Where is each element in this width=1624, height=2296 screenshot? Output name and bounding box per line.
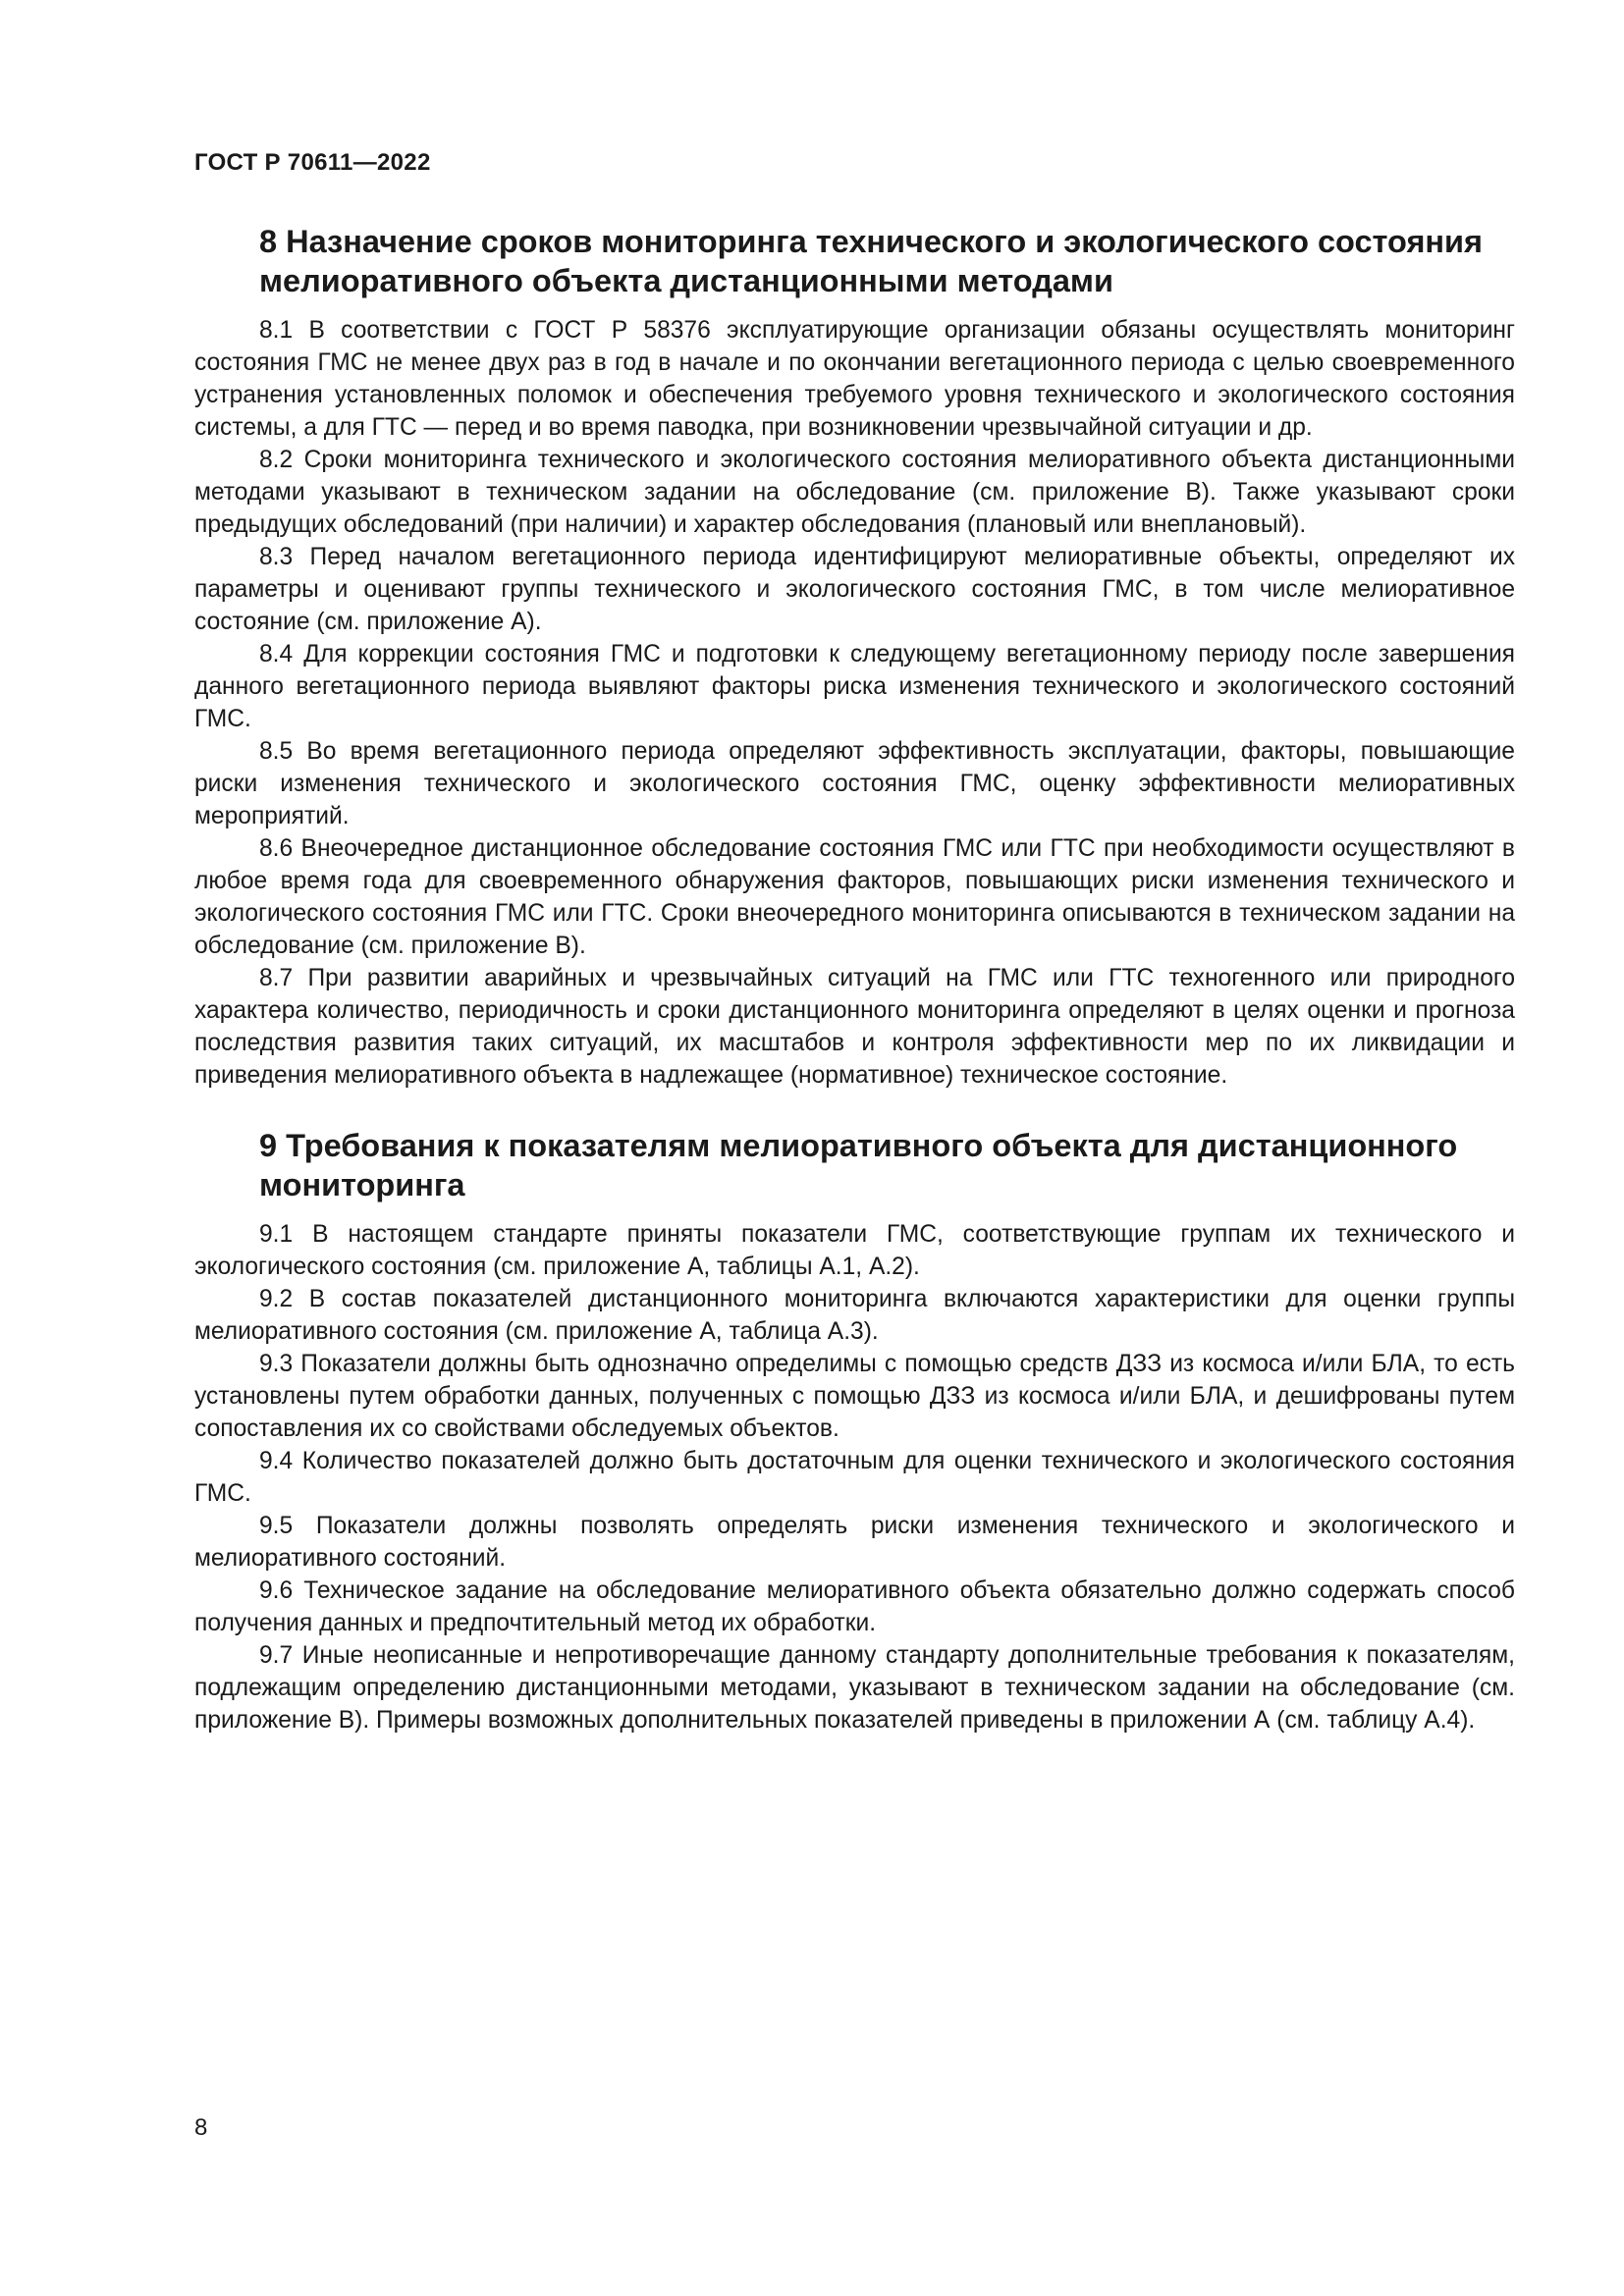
paragraph-8-6: 8.6 Внеочередное дистанционное обследование состояния ГМС или ГТС при необходимости осуществляют в любое время года для своевременного обнаружения факторов, повышающих риски изменения технического и экологического состояния ГМС или ГТС. Сроки внеочередного мониторинга описываются в техническом задании на обследование (см. приложение В).: [194, 835, 1515, 959]
paragraph-9-3: 9.3 Показатели должны быть однозначно определимы с помощью средств ДЗЗ из космоса и/или БЛА, то есть установлены путем обработки данных, полученных с помощью ДЗЗ из космоса и/или БЛА, и дешифрованы путем сопоставления их со свойствами обследуемых объектов.: [194, 1351, 1515, 1442]
section-8: [194, 222, 1515, 1092]
paragraph-8-2: 8.2 Сроки мониторинга технического и экологического состояния мелиоративного объекта дистанционными методами указывают в техническом задании на обследование (см. приложение В). Также указывают сроки предыдущих обследований (при наличии) и характер обследования (плановый или внеплановый).: [194, 447, 1515, 538]
section-8-title: 8 Назначение сроков мониторинга технического и экологического состояния мелиоративного объекта дистанционными методами: [259, 224, 1483, 298]
paragraph-8-4: 8.4 Для коррекции состояния ГМС и подготовки к следующему вегетационному периоду после завершения данного вегетационного периода выявляют факторы риска изменения технического и экологического состояний ГМС.: [194, 641, 1515, 732]
paragraph-9-5: 9.5 Показатели должны позволять определять риски изменения технического и экологического и мелиоративного состояний.: [194, 1513, 1515, 1572]
paragraph-8-1: 8.1 В соответствии с ГОСТ Р 58376 эксплуатирующие организации обязаны осуществлять мониторинг состояния ГМС не менее двух раз в год в начале и по окончании вегетационного периода с целью своевременного устранения установленных поломок и обеспечения требуемого уровня технического и экологического состояния системы, а для ГТС — перед и во время паводка, при возникновении чрезвычайной ситуации и др.: [194, 317, 1515, 441]
paragraph-8-7: 8.7 При развитии аварийных и чрезвычайных ситуаций на ГМС или ГТС техногенного или природного характера количество, периодичность и сроки дистанционного мониторинга определяют в целях оценки и прогноза последствия развития таких ситуаций, их масштабов и контроля эффективности мер по их ликвидации и приведения мелиоративного объекта в надлежащее (нормативное) техническое состояние.: [194, 965, 1515, 1089]
document-body: [194, 222, 1515, 1736]
paragraph-9-2: 9.2 В состав показателей дистанционного мониторинга включаются характеристики для оценки группы мелиоративного состояния (см. приложение А, таблица А.3).: [194, 1286, 1515, 1345]
page-number: 8: [194, 2114, 208, 2141]
paragraph-8-3: 8.3 Перед началом вегетационного периода идентифицируют мелиоративные объекты, определяют их параметры и оценивают группы технического и экологического состояния ГМС, в том числе мелиоративное состояние (см. приложение А).: [194, 544, 1515, 635]
section-9: [194, 1126, 1515, 1736]
document-code-header: ГОСТ Р 70611—2022: [194, 149, 431, 176]
paragraph-9-1: 9.1 В настоящем стандарте приняты показатели ГМС, соответствующие группам их технического и экологического состояния (см. приложение А, таблицы А.1, А.2).: [194, 1221, 1515, 1280]
paragraph-9-6: 9.6 Техническое задание на обследование мелиоративного объекта обязательно должно содержать способ получения данных и предпочтительный метод их обработки.: [194, 1577, 1515, 1636]
paragraph-8-5: 8.5 Во время вегетационного периода определяют эффективность эксплуатации, факторы, повышающие риски изменения технического и экологического состояния ГМС, оценку эффективности мелиоративных мероприятий.: [194, 738, 1515, 829]
paragraph-9-7: 9.7 Иные неописанные и непротиворечащие данному стандарту дополнительные требования к показателям, подлежащим определению дистанционными методами, указывают в техническом задании на обследование (см. приложение В). Примеры возможных дополнительных показателей приведены в приложении А (см. таблицу А.4).: [194, 1642, 1515, 1734]
paragraph-9-4: 9.4 Количество показателей должно быть достаточным для оценки технического и экологического состояния ГМС.: [194, 1448, 1515, 1507]
section-9-title: 9 Требования к показателям мелиоративного объекта для дистанционного мониторинга: [259, 1128, 1458, 1202]
